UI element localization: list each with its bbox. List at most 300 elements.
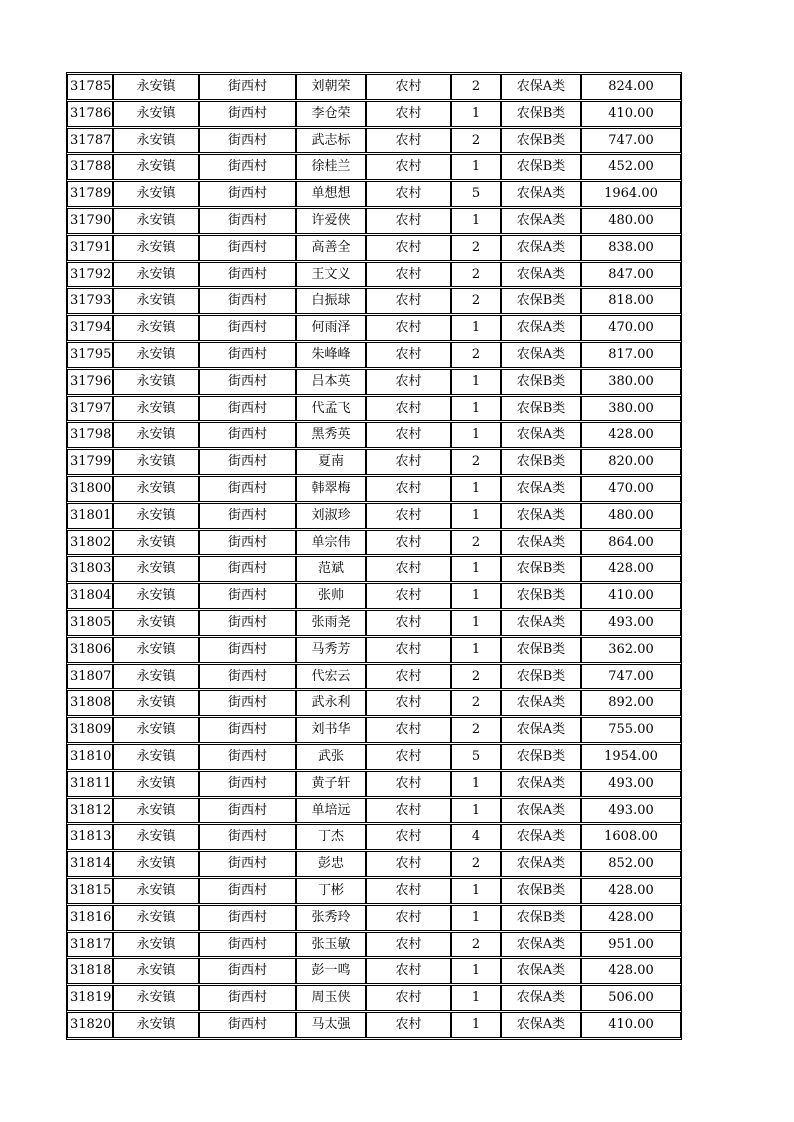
table-row (67, 905, 681, 931)
cell-insurance-class: 农保A类 (501, 181, 581, 207)
cell-village: 街西村 (199, 744, 296, 770)
cell-household-type: 农村 (366, 583, 451, 609)
table-row (67, 583, 681, 609)
cell-household-type: 农村 (366, 235, 451, 261)
cell-insurance-class: 农保A类 (501, 1012, 581, 1038)
cell-amount: 428.00 (581, 878, 681, 904)
cell-name: 韩翠梅 (296, 476, 366, 502)
cell-household-type: 农村 (366, 422, 451, 448)
table-row (67, 154, 681, 180)
cell-insurance-class: 农保A类 (501, 422, 581, 448)
cell-household-type: 农村 (366, 342, 451, 368)
cell-id: 31799 (67, 449, 113, 475)
cell-village: 街西村 (199, 878, 296, 904)
cell-town: 永安镇 (113, 878, 199, 904)
cell-id: 31791 (67, 235, 113, 261)
cell-name: 李仓荣 (296, 101, 366, 127)
cell-household-type: 农村 (366, 530, 451, 556)
cell-town: 永安镇 (113, 556, 199, 582)
cell-name: 朱峰峰 (296, 342, 366, 368)
cell-person-count: 2 (451, 262, 501, 288)
cell-person-count: 1 (451, 369, 501, 395)
cell-name: 夏南 (296, 449, 366, 475)
table-row (67, 396, 681, 422)
cell-household-type: 农村 (366, 878, 451, 904)
cell-village: 街西村 (199, 798, 296, 824)
cell-person-count: 1 (451, 556, 501, 582)
cell-insurance-class: 农保A类 (501, 690, 581, 716)
cell-name: 武永利 (296, 690, 366, 716)
cell-amount: 506.00 (581, 985, 681, 1011)
cell-household-type: 农村 (366, 101, 451, 127)
cell-id: 31818 (67, 958, 113, 984)
cell-amount: 864.00 (581, 530, 681, 556)
cell-insurance-class: 农保B类 (501, 583, 581, 609)
table-row (67, 262, 681, 288)
cell-person-count: 2 (451, 717, 501, 743)
cell-insurance-class: 农保A类 (501, 530, 581, 556)
cell-village: 街西村 (199, 208, 296, 234)
cell-person-count: 1 (451, 637, 501, 663)
table-row (67, 128, 681, 154)
cell-insurance-class: 农保B类 (501, 744, 581, 770)
table-row (67, 315, 681, 341)
cell-amount: 428.00 (581, 422, 681, 448)
cell-name: 吕本英 (296, 369, 366, 395)
cell-name: 刘书华 (296, 717, 366, 743)
cell-name: 丁杰 (296, 824, 366, 850)
cell-name: 马太强 (296, 1012, 366, 1038)
table-row (67, 771, 681, 797)
cell-person-count: 1 (451, 583, 501, 609)
cell-person-count: 1 (451, 1012, 501, 1038)
cell-name: 徐桂兰 (296, 154, 366, 180)
cell-village: 街西村 (199, 128, 296, 154)
cell-village: 街西村 (199, 1012, 296, 1038)
cell-insurance-class: 农保A类 (501, 932, 581, 958)
cell-person-count: 1 (451, 154, 501, 180)
cell-household-type: 农村 (366, 315, 451, 341)
cell-town: 永安镇 (113, 101, 199, 127)
cell-person-count: 5 (451, 744, 501, 770)
cell-amount: 755.00 (581, 717, 681, 743)
table-row (67, 342, 681, 368)
cell-household-type: 农村 (366, 771, 451, 797)
cell-town: 永安镇 (113, 128, 199, 154)
cell-amount: 410.00 (581, 1012, 681, 1038)
cell-id: 31807 (67, 664, 113, 690)
cell-household-type: 农村 (366, 556, 451, 582)
cell-town: 永安镇 (113, 476, 199, 502)
cell-town: 永安镇 (113, 315, 199, 341)
cell-village: 街西村 (199, 958, 296, 984)
cell-insurance-class: 农保B类 (501, 449, 581, 475)
cell-insurance-class: 农保A类 (501, 342, 581, 368)
cell-insurance-class: 农保B类 (501, 128, 581, 154)
cell-insurance-class: 农保B类 (501, 878, 581, 904)
cell-id: 31810 (67, 744, 113, 770)
cell-id: 31787 (67, 128, 113, 154)
cell-village: 街西村 (199, 985, 296, 1011)
table-row (67, 422, 681, 448)
table-row (67, 1012, 681, 1038)
cell-town: 永安镇 (113, 530, 199, 556)
cell-name: 丁彬 (296, 878, 366, 904)
cell-amount: 480.00 (581, 503, 681, 529)
cell-amount: 1964.00 (581, 181, 681, 207)
cell-village: 街西村 (199, 315, 296, 341)
cell-household-type: 农村 (366, 262, 451, 288)
cell-name: 何雨泽 (296, 315, 366, 341)
cell-village: 街西村 (199, 262, 296, 288)
cell-amount: 428.00 (581, 958, 681, 984)
cell-amount: 493.00 (581, 610, 681, 636)
cell-name: 单想想 (296, 181, 366, 207)
cell-name: 武张 (296, 744, 366, 770)
cell-household-type: 农村 (366, 798, 451, 824)
cell-town: 永安镇 (113, 235, 199, 261)
cell-household-type: 农村 (366, 1012, 451, 1038)
cell-town: 永安镇 (113, 449, 199, 475)
cell-person-count: 2 (451, 449, 501, 475)
table-row (67, 690, 681, 716)
table-row (67, 530, 681, 556)
cell-id: 31801 (67, 503, 113, 529)
cell-household-type: 农村 (366, 985, 451, 1011)
cell-name: 刘淑珍 (296, 503, 366, 529)
cell-person-count: 1 (451, 610, 501, 636)
cell-name: 代宏云 (296, 664, 366, 690)
cell-amount: 1954.00 (581, 744, 681, 770)
cell-id: 31798 (67, 422, 113, 448)
cell-town: 永安镇 (113, 932, 199, 958)
cell-id: 31800 (67, 476, 113, 502)
cell-insurance-class: 农保A类 (501, 824, 581, 850)
cell-village: 街西村 (199, 422, 296, 448)
cell-name: 彭一鸣 (296, 958, 366, 984)
cell-insurance-class: 农保B类 (501, 556, 581, 582)
table-row (67, 476, 681, 502)
table-row (67, 637, 681, 663)
cell-name: 单培远 (296, 798, 366, 824)
cell-amount: 951.00 (581, 932, 681, 958)
cell-town: 永安镇 (113, 771, 199, 797)
cell-household-type: 农村 (366, 396, 451, 422)
table-row (67, 851, 681, 877)
cell-town: 永安镇 (113, 985, 199, 1011)
cell-name: 武志标 (296, 128, 366, 154)
cell-village: 街西村 (199, 101, 296, 127)
cell-village: 街西村 (199, 690, 296, 716)
table-row (67, 958, 681, 984)
cell-id: 31820 (67, 1012, 113, 1038)
cell-town: 永安镇 (113, 717, 199, 743)
cell-amount: 410.00 (581, 583, 681, 609)
cell-id: 31811 (67, 771, 113, 797)
cell-town: 永安镇 (113, 288, 199, 314)
cell-town: 永安镇 (113, 637, 199, 663)
cell-household-type: 农村 (366, 717, 451, 743)
cell-amount: 380.00 (581, 396, 681, 422)
cell-insurance-class: 农保B类 (501, 288, 581, 314)
cell-amount: 824.00 (581, 74, 681, 100)
cell-village: 街西村 (199, 449, 296, 475)
table-row (67, 74, 681, 100)
cell-person-count: 1 (451, 503, 501, 529)
cell-person-count: 1 (451, 798, 501, 824)
cell-insurance-class: 农保A类 (501, 262, 581, 288)
cell-insurance-class: 农保B类 (501, 396, 581, 422)
cell-town: 永安镇 (113, 262, 199, 288)
cell-name: 代孟飞 (296, 396, 366, 422)
cell-person-count: 2 (451, 932, 501, 958)
cell-town: 永安镇 (113, 369, 199, 395)
cell-person-count: 5 (451, 181, 501, 207)
table-row (67, 985, 681, 1011)
cell-insurance-class: 农保A类 (501, 771, 581, 797)
cell-insurance-class: 农保B类 (501, 101, 581, 127)
cell-person-count: 1 (451, 878, 501, 904)
cell-village: 街西村 (199, 583, 296, 609)
cell-household-type: 农村 (366, 181, 451, 207)
cell-amount: 428.00 (581, 556, 681, 582)
cell-town: 永安镇 (113, 342, 199, 368)
cell-id: 31788 (67, 154, 113, 180)
cell-person-count: 1 (451, 315, 501, 341)
cell-village: 街西村 (199, 181, 296, 207)
table-body (67, 74, 681, 1038)
cell-household-type: 农村 (366, 476, 451, 502)
cell-household-type: 农村 (366, 664, 451, 690)
cell-id: 31797 (67, 396, 113, 422)
cell-person-count: 1 (451, 476, 501, 502)
cell-town: 永安镇 (113, 824, 199, 850)
cell-village: 街西村 (199, 396, 296, 422)
table-row (67, 101, 681, 127)
cell-insurance-class: 农保A类 (501, 315, 581, 341)
cell-id: 31814 (67, 851, 113, 877)
table-row (67, 610, 681, 636)
cell-village: 街西村 (199, 235, 296, 261)
cell-village: 街西村 (199, 288, 296, 314)
cell-village: 街西村 (199, 74, 296, 100)
cell-amount: 852.00 (581, 851, 681, 877)
cell-household-type: 农村 (366, 154, 451, 180)
table-row (67, 449, 681, 475)
cell-name: 周玉侠 (296, 985, 366, 1011)
cell-id: 31803 (67, 556, 113, 582)
cell-insurance-class: 农保A类 (501, 985, 581, 1011)
cell-id: 31786 (67, 101, 113, 127)
cell-person-count: 1 (451, 985, 501, 1011)
table-row (67, 744, 681, 770)
cell-town: 永安镇 (113, 958, 199, 984)
table-row (67, 288, 681, 314)
cell-amount: 493.00 (581, 771, 681, 797)
cell-town: 永安镇 (113, 610, 199, 636)
table-row (67, 717, 681, 743)
cell-town: 永安镇 (113, 690, 199, 716)
cell-village: 街西村 (199, 154, 296, 180)
cell-person-count: 1 (451, 101, 501, 127)
cell-amount: 817.00 (581, 342, 681, 368)
cell-id: 31804 (67, 583, 113, 609)
cell-insurance-class: 农保A类 (501, 851, 581, 877)
cell-town: 永安镇 (113, 1012, 199, 1038)
cell-amount: 847.00 (581, 262, 681, 288)
cell-household-type: 农村 (366, 610, 451, 636)
cell-id: 31796 (67, 369, 113, 395)
cell-name: 高善全 (296, 235, 366, 261)
cell-person-count: 2 (451, 74, 501, 100)
cell-household-type: 农村 (366, 905, 451, 931)
cell-id: 31812 (67, 798, 113, 824)
cell-name: 刘朝荣 (296, 74, 366, 100)
cell-person-count: 2 (451, 235, 501, 261)
cell-household-type: 农村 (366, 690, 451, 716)
table-row (67, 369, 681, 395)
cell-household-type: 农村 (366, 744, 451, 770)
cell-person-count: 1 (451, 905, 501, 931)
table-row (67, 798, 681, 824)
cell-id: 31785 (67, 74, 113, 100)
roster-table (66, 72, 682, 1040)
cell-town: 永安镇 (113, 396, 199, 422)
cell-person-count: 4 (451, 824, 501, 850)
cell-household-type: 农村 (366, 128, 451, 154)
cell-name: 张秀玲 (296, 905, 366, 931)
cell-town: 永安镇 (113, 503, 199, 529)
cell-village: 街西村 (199, 342, 296, 368)
table-row (67, 664, 681, 690)
cell-amount: 818.00 (581, 288, 681, 314)
table-row (67, 824, 681, 850)
cell-person-count: 1 (451, 422, 501, 448)
cell-amount: 362.00 (581, 637, 681, 663)
cell-person-count: 1 (451, 771, 501, 797)
cell-household-type: 农村 (366, 851, 451, 877)
cell-amount: 480.00 (581, 208, 681, 234)
cell-id: 31806 (67, 637, 113, 663)
cell-id: 31816 (67, 905, 113, 931)
cell-amount: 1608.00 (581, 824, 681, 850)
table-row (67, 235, 681, 261)
cell-id: 31789 (67, 181, 113, 207)
cell-id: 31802 (67, 530, 113, 556)
cell-name: 马秀芳 (296, 637, 366, 663)
cell-household-type: 农村 (366, 369, 451, 395)
cell-insurance-class: 农保A类 (501, 476, 581, 502)
cell-town: 永安镇 (113, 664, 199, 690)
table-row (67, 208, 681, 234)
cell-town: 永安镇 (113, 744, 199, 770)
cell-village: 街西村 (199, 530, 296, 556)
cell-insurance-class: 农保A类 (501, 958, 581, 984)
cell-amount: 428.00 (581, 905, 681, 931)
cell-name: 张玉敏 (296, 932, 366, 958)
cell-name: 白振球 (296, 288, 366, 314)
cell-person-count: 1 (451, 208, 501, 234)
cell-person-count: 2 (451, 530, 501, 556)
cell-name: 彭忠 (296, 851, 366, 877)
cell-id: 31792 (67, 262, 113, 288)
cell-household-type: 农村 (366, 449, 451, 475)
cell-household-type: 农村 (366, 288, 451, 314)
cell-person-count: 2 (451, 851, 501, 877)
cell-insurance-class: 农保A类 (501, 798, 581, 824)
cell-person-count: 2 (451, 690, 501, 716)
cell-town: 永安镇 (113, 905, 199, 931)
cell-amount: 380.00 (581, 369, 681, 395)
cell-amount: 452.00 (581, 154, 681, 180)
cell-insurance-class: 农保B类 (501, 154, 581, 180)
cell-village: 街西村 (199, 503, 296, 529)
cell-household-type: 农村 (366, 958, 451, 984)
cell-amount: 747.00 (581, 664, 681, 690)
table-row (67, 503, 681, 529)
cell-person-count: 1 (451, 958, 501, 984)
cell-town: 永安镇 (113, 422, 199, 448)
cell-insurance-class: 农保A类 (501, 208, 581, 234)
cell-person-count: 2 (451, 288, 501, 314)
cell-id: 31809 (67, 717, 113, 743)
cell-name: 范斌 (296, 556, 366, 582)
cell-household-type: 农村 (366, 74, 451, 100)
cell-village: 街西村 (199, 637, 296, 663)
cell-amount: 493.00 (581, 798, 681, 824)
cell-insurance-class: 农保B类 (501, 369, 581, 395)
cell-household-type: 农村 (366, 824, 451, 850)
cell-id: 31793 (67, 288, 113, 314)
cell-name: 黄子轩 (296, 771, 366, 797)
table-row (67, 556, 681, 582)
cell-name: 王文义 (296, 262, 366, 288)
cell-insurance-class: 农保A类 (501, 717, 581, 743)
table-row (67, 878, 681, 904)
cell-village: 街西村 (199, 717, 296, 743)
cell-id: 31795 (67, 342, 113, 368)
cell-name: 黑秀英 (296, 422, 366, 448)
cell-person-count: 2 (451, 128, 501, 154)
cell-town: 永安镇 (113, 851, 199, 877)
cell-insurance-class: 农保B类 (501, 905, 581, 931)
cell-village: 街西村 (199, 771, 296, 797)
cell-town: 永安镇 (113, 181, 199, 207)
cell-town: 永安镇 (113, 208, 199, 234)
cell-town: 永安镇 (113, 583, 199, 609)
cell-id: 31819 (67, 985, 113, 1011)
cell-name: 单宗伟 (296, 530, 366, 556)
cell-insurance-class: 农保B类 (501, 664, 581, 690)
cell-household-type: 农村 (366, 637, 451, 663)
cell-id: 31815 (67, 878, 113, 904)
cell-insurance-class: 农保B类 (501, 637, 581, 663)
cell-village: 街西村 (199, 556, 296, 582)
cell-amount: 410.00 (581, 101, 681, 127)
table-row (67, 181, 681, 207)
cell-household-type: 农村 (366, 208, 451, 234)
cell-insurance-class: 农保A类 (501, 235, 581, 261)
cell-id: 31794 (67, 315, 113, 341)
cell-id: 31817 (67, 932, 113, 958)
cell-name: 张雨尧 (296, 610, 366, 636)
cell-town: 永安镇 (113, 798, 199, 824)
cell-village: 街西村 (199, 369, 296, 395)
cell-amount: 470.00 (581, 476, 681, 502)
cell-village: 街西村 (199, 932, 296, 958)
cell-village: 街西村 (199, 664, 296, 690)
cell-amount: 747.00 (581, 128, 681, 154)
